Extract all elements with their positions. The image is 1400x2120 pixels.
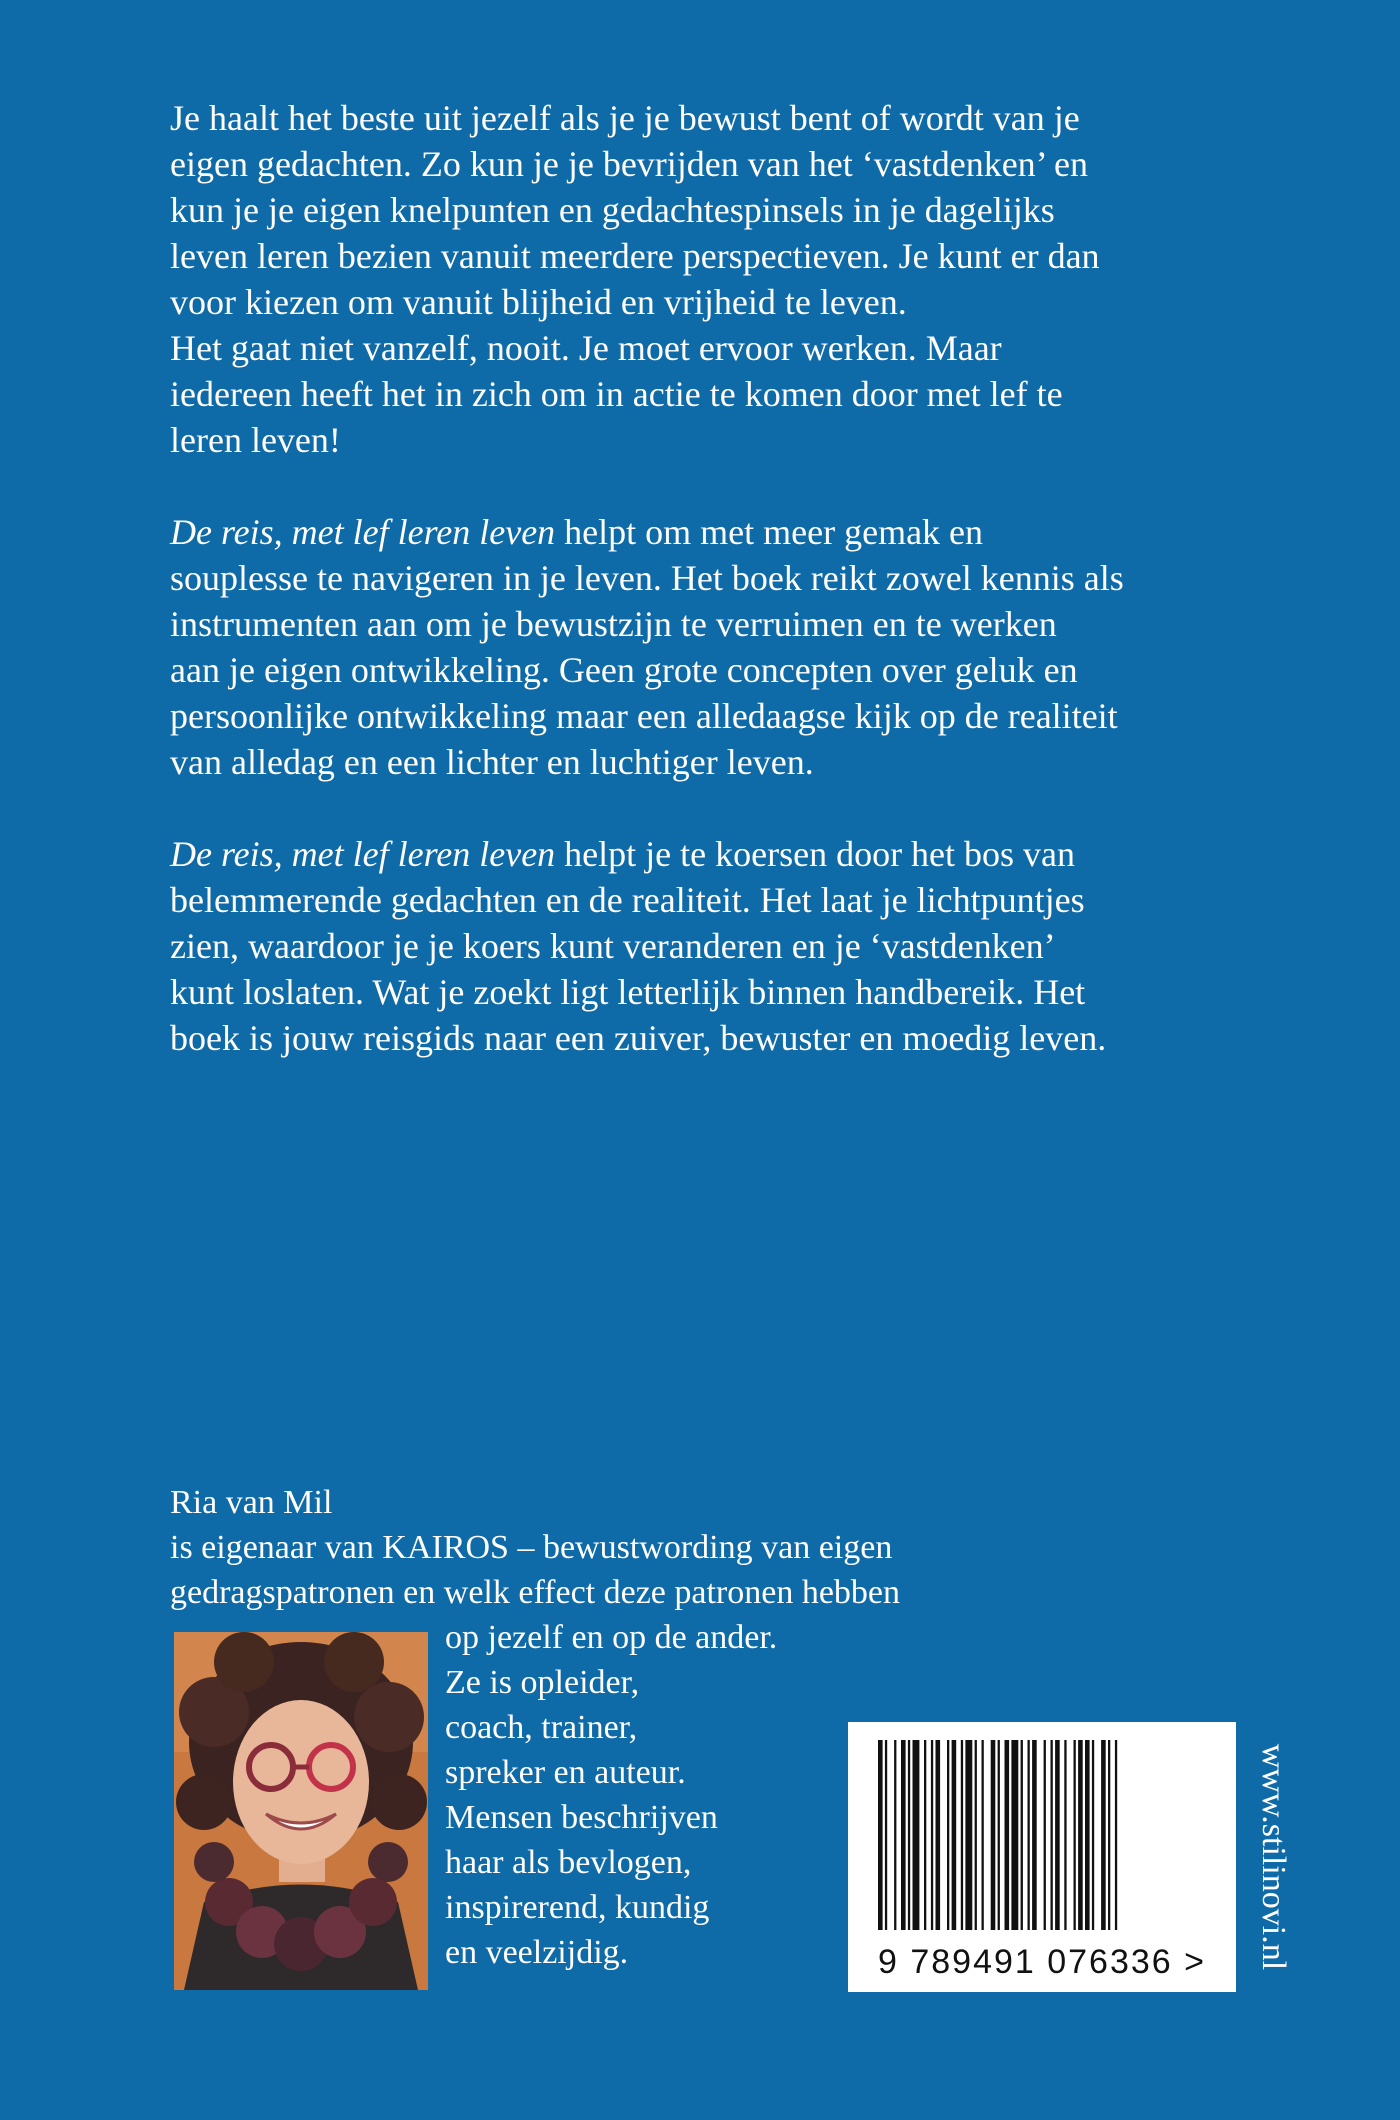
- barcode-bar: [1011, 1740, 1018, 1930]
- website-text: www.stilinovi.nl: [1255, 1743, 1292, 1971]
- barcode-bar: [1021, 1740, 1023, 1930]
- blurb-line: aan je eigen ontwikkeling. Geen grote concepten over geluk en: [170, 650, 1078, 690]
- barcode-bar: [894, 1740, 896, 1930]
- barcode-bar: [924, 1740, 926, 1930]
- blurb-line: persoonlijke ontwikkeling maar een alledaagse kijk op de realiteit: [170, 696, 1118, 736]
- isbn-barcode: [848, 1722, 1236, 1992]
- author-bio-side: [445, 1615, 777, 1975]
- barcode-bar: [1101, 1740, 1106, 1930]
- barcode-bar: [1108, 1740, 1110, 1930]
- blurb-paragraph-3: [170, 831, 1250, 1061]
- barcode-bar: [1078, 1740, 1083, 1930]
- barcode-bar: [1028, 1740, 1030, 1930]
- barcode-bar: [1074, 1740, 1076, 1930]
- barcode-bar: [961, 1740, 963, 1930]
- blurb-line: instrumenten aan om je bewustzijn te verruimen en te werken: [170, 604, 1057, 644]
- blurb-line: Het gaat niet vanzelf, nooit. Je moet ervoor werken. Maar: [170, 328, 1002, 368]
- barcode-bar: [947, 1740, 949, 1930]
- author-bio-line: en veelzijdig.: [445, 1934, 629, 1971]
- back-cover-blurb: [170, 95, 1250, 1061]
- barcode-bar: [901, 1740, 906, 1930]
- blurb-line: souplesse te navigeren in je leven. Het boek reikt zowel kennis als: [170, 558, 1124, 598]
- blurb-line: [170, 831, 1250, 877]
- barcode-bar: [1064, 1740, 1066, 1930]
- barcode-bar: [1051, 1740, 1053, 1930]
- author-photo: [174, 1632, 428, 1990]
- blurb-line: iedereen heeft het in zich om in actie te komen door met lef te: [170, 374, 1063, 414]
- barcode-bars: [848, 1722, 1236, 1937]
- blurb-line: eigen gedachten. Zo kun je je bevrijden van het ‘vastdenken’ en: [170, 144, 1088, 184]
- book-title-italic: De reis, met lef leren leven: [170, 834, 556, 874]
- barcode-bar: [1044, 1740, 1046, 1930]
- author-bio-line: spreker en auteur.: [445, 1754, 686, 1791]
- author-bio-line: gedragspatronen en welk effect deze patronen hebben: [170, 1574, 901, 1611]
- author-bio: [170, 1480, 900, 1615]
- blurb-line: zien, waardoor je je koers kunt veranderen en je ‘vastdenken’: [170, 926, 1056, 966]
- barcode-bar: [998, 1740, 1000, 1930]
- author-portrait-illustration: [174, 1632, 428, 1990]
- barcode-bar: [878, 1740, 883, 1930]
- blurb-line: kun je je eigen knelpunten en gedachtespinsels in je dagelijks: [170, 190, 1055, 230]
- barcode-bar: [885, 1740, 887, 1930]
- author-name: Ria van Mil: [170, 1484, 333, 1521]
- author-bio-line: Mensen beschrijven: [445, 1799, 718, 1836]
- publisher-website: [1248, 1722, 1298, 1992]
- blurb-line: boek is jouw reisgids naar een zuiver, bewuster en moedig leven.: [170, 1018, 1107, 1058]
- blurb-line: voor kiezen om vanuit blijheid en vrijheid te leven.: [170, 282, 907, 322]
- author-bio-line: Ze is opleider,: [445, 1664, 640, 1701]
- blurb-line: belemmerende gedachten en de realiteit. Het laat je lichtpuntjes: [170, 880, 1085, 920]
- barcode-bar: [991, 1740, 996, 1930]
- isbn-number: 9 789491 076336 >: [877, 1943, 1206, 1981]
- blurb-text: helpt je te koersen door het bos van: [555, 834, 1076, 874]
- barcode-bar: [936, 1740, 941, 1930]
- barcode-bar: [1005, 1740, 1010, 1930]
- barcode-bar: [913, 1740, 920, 1930]
- book-title-italic: De reis, met lef leren leven: [170, 512, 556, 552]
- barcode-bar: [1085, 1740, 1090, 1930]
- barcode-bar: [952, 1740, 957, 1930]
- barcode-bar: [965, 1740, 972, 1930]
- author-bio-line: inspirerend, kundig: [445, 1889, 710, 1926]
- author-bio-line: is eigenaar van KAIROS – bewustwording van eigen: [170, 1529, 893, 1566]
- barcode-bar: [975, 1740, 977, 1930]
- blurb-line: [170, 509, 1250, 555]
- barcode-bar: [1055, 1740, 1060, 1930]
- blurb-line: leren leven!: [170, 420, 341, 460]
- blurb-line: kunt loslaten. Wat je zoekt ligt letterlijk binnen handbereik. Het: [170, 972, 1086, 1012]
- blurb-paragraph-1: [170, 95, 1250, 463]
- barcode-bar: [908, 1740, 910, 1930]
- blurb-text: helpt om met meer gemak en: [555, 512, 984, 552]
- blurb-line: leven leren bezien vanuit meerdere perspectieven. Je kunt er dan: [170, 236, 1100, 276]
- barcode-bar: [1092, 1740, 1094, 1930]
- author-bio-line: coach, trainer,: [445, 1709, 638, 1746]
- barcode-bar: [931, 1740, 933, 1930]
- blurb-line: van alledag en een lichter en luchtiger leven.: [170, 742, 814, 782]
- blurb-paragraph-2: [170, 509, 1250, 785]
- author-bio-line: op jezelf en op de ander.: [445, 1619, 778, 1656]
- barcode-bar: [1115, 1740, 1117, 1930]
- barcode-bar: [1032, 1740, 1037, 1930]
- blurb-line: Je haalt het beste uit jezelf als je je bewust bent of wordt van je: [170, 98, 1080, 138]
- barcode-bar: [982, 1740, 984, 1930]
- author-bio-line: haar als bevlogen,: [445, 1844, 692, 1881]
